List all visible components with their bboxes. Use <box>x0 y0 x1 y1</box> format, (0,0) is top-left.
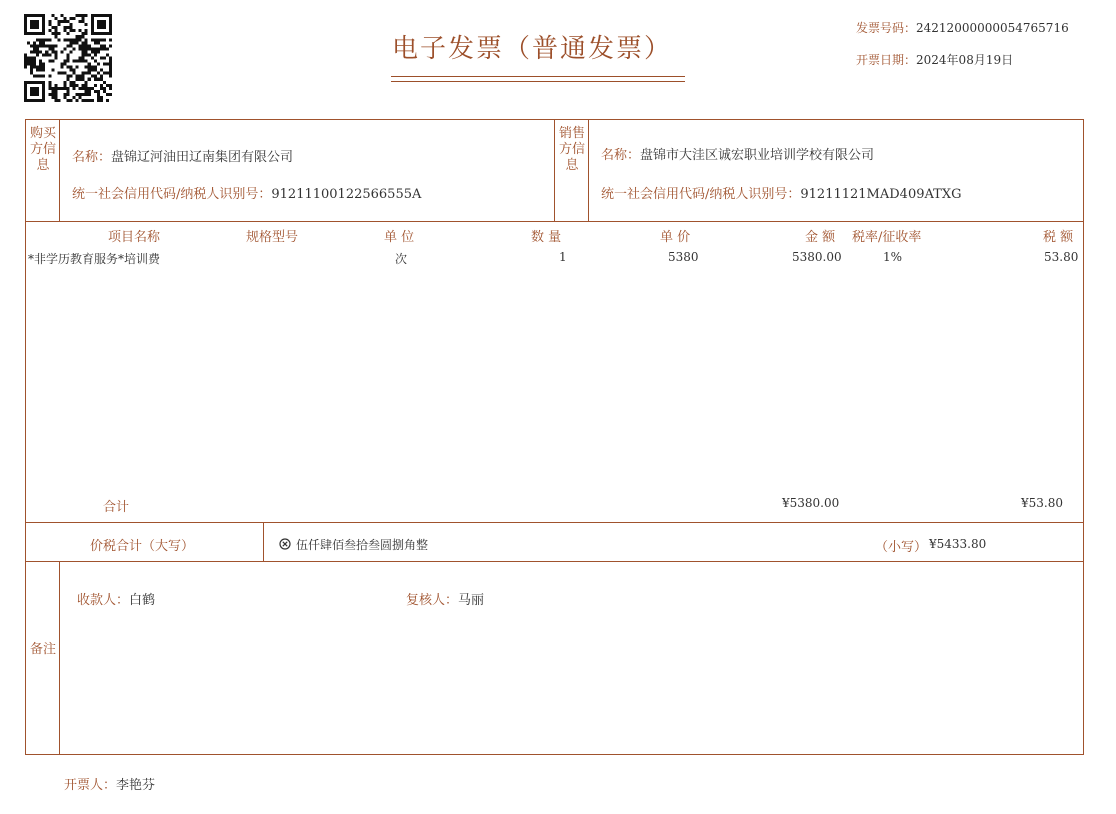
remarks-side-label: 备注 <box>29 642 56 657</box>
total-label: 合计 <box>103 500 130 515</box>
total-tax: ¥53.80 <box>1021 496 1063 510</box>
buyer-tax-id-row <box>72 183 421 202</box>
header-amount: 金 额 <box>805 230 836 245</box>
payee-row <box>77 589 155 608</box>
qr-code <box>24 14 112 102</box>
seller-tax-id-row <box>601 183 961 202</box>
title-underline <box>391 76 685 77</box>
row-tax-amount: 53.80 <box>1044 250 1079 264</box>
row-item-name: *非学历教育服务*培训费 <box>28 252 161 266</box>
row-unit: 次 <box>395 252 408 266</box>
header-tax-rate: 税率/征收率 <box>852 230 922 245</box>
divider <box>263 523 264 561</box>
grand-total-small-label: （小写） <box>875 540 928 555</box>
reviewer-row <box>406 589 484 608</box>
header-unit-price: 单 价 <box>660 230 691 245</box>
buyer-name: 盘锦辽河油田辽南集团有限公司 <box>111 150 294 165</box>
buyer-name-label: 名称： <box>72 150 112 165</box>
reviewer: 马丽 <box>458 593 485 608</box>
grand-total-label: 价税合计（大写） <box>90 539 195 554</box>
buyer-name-row <box>72 146 293 165</box>
divider <box>59 120 60 222</box>
invoice-number-row <box>856 19 1069 36</box>
invoice-number-label: 发票号码： <box>856 21 917 35</box>
seller-side-label: 销售方信息 <box>558 126 585 173</box>
seller-name-label: 名称： <box>601 148 641 163</box>
grand-total-small-value: ¥5433.80 <box>929 537 987 551</box>
header-tax-amount: 税 额 <box>1043 230 1074 245</box>
row-tax-rate: 1% <box>883 250 903 264</box>
header-spec: 规格型号 <box>246 230 299 245</box>
issuer-row <box>64 774 155 793</box>
divider <box>554 120 555 222</box>
seller-tax-id: 91211121MAD409ATXG <box>800 187 962 202</box>
divider <box>26 221 1083 222</box>
header-item-name: 项目名称 <box>108 230 161 245</box>
payee-label: 收款人： <box>77 593 130 608</box>
invoice-number: 24212000000054765716 <box>916 21 1069 35</box>
divider <box>59 562 60 754</box>
row-unit-price: 5380 <box>668 250 699 264</box>
divider <box>26 522 1083 523</box>
title-underline <box>391 81 685 82</box>
issue-date: 2024年08月19日 <box>916 53 1014 67</box>
row-quantity: 1 <box>559 250 567 264</box>
buyer-tax-id: 91211100122566555A <box>271 187 422 202</box>
reviewer-label: 复核人： <box>406 593 459 608</box>
divider <box>588 120 589 222</box>
grand-total-in-words: 伍仟肆佰叁拾叁圆捌角整 <box>296 538 429 552</box>
circle-x-icon <box>279 538 291 550</box>
issuer: 李艳芬 <box>116 778 156 793</box>
divider <box>26 561 1083 562</box>
issuer-label: 开票人： <box>64 778 117 793</box>
payee: 白鹤 <box>129 593 156 608</box>
invoice-title: 电子发票（普通发票） <box>392 34 673 64</box>
total-amount: ¥5380.00 <box>782 496 840 510</box>
seller-name: 盘锦市大洼区诚宏职业培训学校有限公司 <box>640 148 875 163</box>
row-amount: 5380.00 <box>792 250 842 264</box>
seller-name-row <box>601 144 874 163</box>
header-quantity: 数 量 <box>531 230 562 245</box>
issue-date-row <box>856 51 1013 68</box>
issue-date-label: 开票日期： <box>856 53 917 67</box>
buyer-tax-id-label: 统一社会信用代码/纳税人识别号： <box>72 187 272 202</box>
buyer-side-label: 购买方信息 <box>29 126 56 173</box>
header-unit: 单 位 <box>384 230 415 245</box>
seller-tax-id-label: 统一社会信用代码/纳税人识别号： <box>601 187 801 202</box>
